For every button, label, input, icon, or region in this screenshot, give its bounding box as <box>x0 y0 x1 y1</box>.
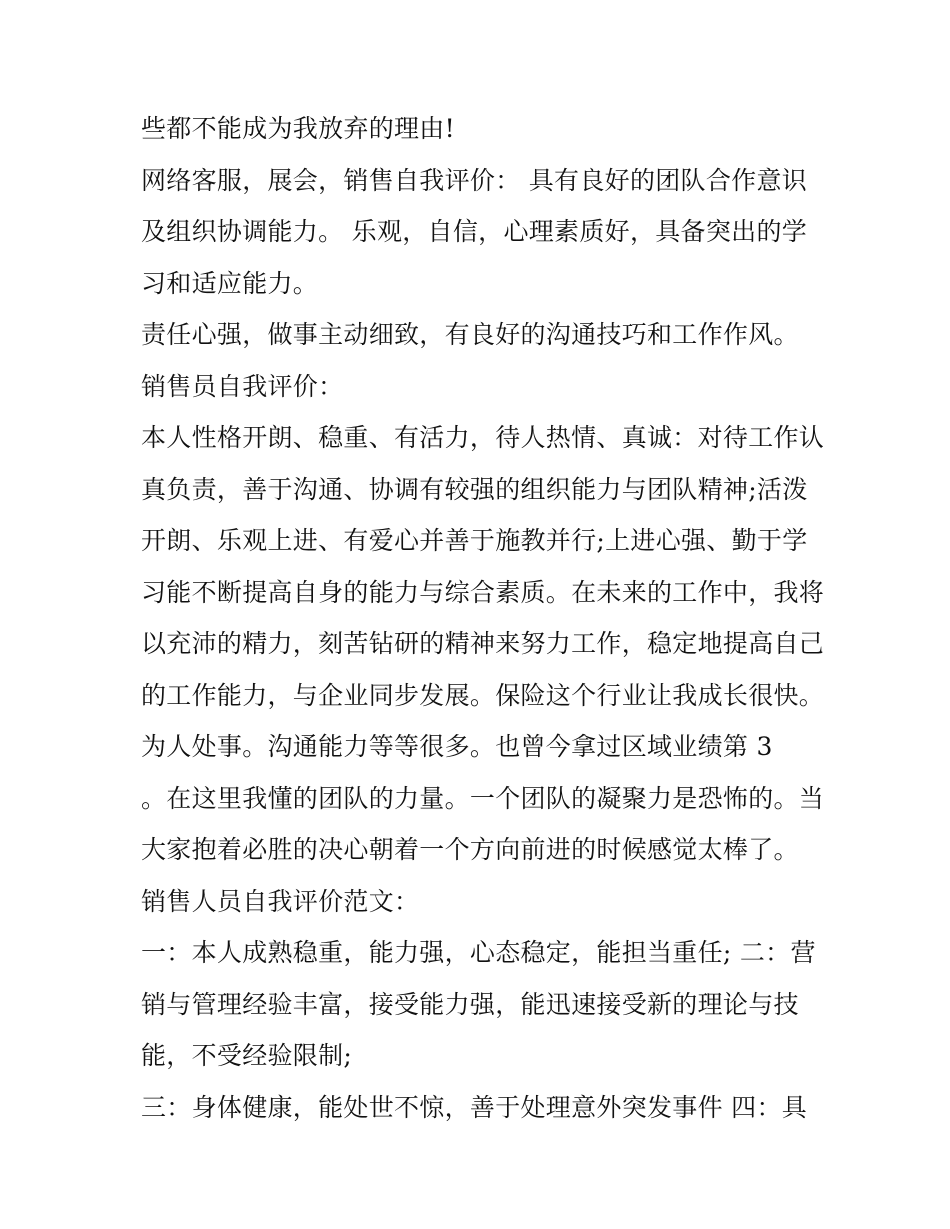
text-line: 本人性格开朗、稳重、有活力，待人热情、真诚：对待工作认 <box>141 423 825 452</box>
document-body <box>141 108 831 1138</box>
text-line: 以充沛的精力，刻苦钻研的精神来努力工作，稳定地提高自己 <box>141 629 825 658</box>
text-line: 真负责，善于沟通、协调有较强的组织能力与团队精神;活泼 <box>141 474 808 504</box>
text-line: 网络客服，展会，销售自我评价： 具有良好的团队合作意识 <box>141 165 808 195</box>
text-line: 责任心强，做事主动细致，有良好的沟通技巧和工作作风。 <box>141 320 799 349</box>
text-line: 。在这里我懂的团队的力量。一个团队的凝聚力是恐怖的。当 <box>141 783 825 813</box>
section-heading: 销售人员自我评价范文： <box>141 886 420 916</box>
text-line: 大家抱着必胜的决心朝着一个方向前进的时候感觉太棒了。 <box>141 835 799 864</box>
text-line: 及组织协调能力。 乐观，自信，心理素质好，具备突出的学 <box>141 217 808 246</box>
text-line: 三：身体健康，能处世不惊，善于处理意外突发事件 四：具 <box>141 1092 808 1122</box>
text-line: 能，不受经验限制; <box>141 1041 353 1070</box>
text-line: 为人处事。沟通能力等等很多。也曾今拿过区域业绩第 3 <box>141 732 773 761</box>
text-line: 一：本人成熟稳重，能力强，心态稳定，能担当重任; 二：营 <box>141 938 816 967</box>
text-line: 些都不能成为我放弃的理由! <box>141 114 455 143</box>
text-line: 销与管理经验丰富，接受能力强，能迅速接受新的理论与技 <box>141 989 799 1019</box>
text-line: 习和适应能力。 <box>141 268 319 298</box>
section-heading: 销售员自我评价： <box>141 371 344 401</box>
text-line: 的工作能力，与企业同步发展。保险这个行业让我成长很快。 <box>141 680 825 710</box>
text-line: 习能不断提高自身的能力与综合素质。在未来的工作中，我将 <box>141 577 825 607</box>
text-line: 开朗、乐观上进、有爱心并善于施教并行;上进心强、勤于学 <box>141 526 808 555</box>
